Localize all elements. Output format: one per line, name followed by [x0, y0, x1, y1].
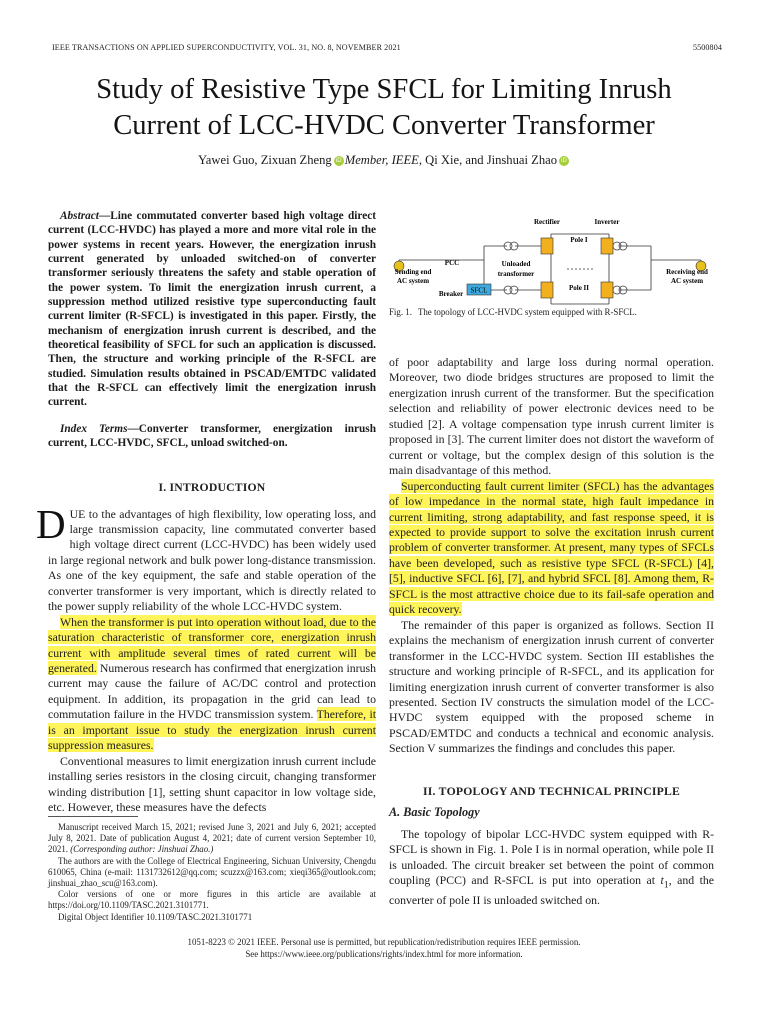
section-title-initial: T	[538, 784, 547, 798]
intro-paragraph-5	[389, 618, 714, 757]
authors-part-2: Qi Xie, and Jinshuai Zhao	[425, 153, 558, 167]
highlight-important-issue[interactable]: Therefore, it is an important issue to study the energization inrush current suppression measures.	[48, 707, 377, 753]
section-heading-introduction	[48, 481, 376, 495]
fig-label-receiving-1: Receiving end	[666, 268, 708, 276]
rectifier-pole1-icon	[541, 238, 553, 254]
left-column	[36, 209, 377, 816]
intro-paragraph-3	[48, 754, 376, 816]
title-line-2: Current of LCC-HVDC Converter Transformer	[113, 110, 655, 141]
fig-label-sending-2: AC system	[396, 277, 430, 285]
author-list	[20, 152, 748, 168]
section-title-initial: I	[169, 480, 175, 494]
intro-paragraph-3-continued	[389, 355, 714, 479]
figure-caption-text: The topology of LCC-HVDC system equipped with R-SFCL.	[417, 307, 637, 317]
highlight-inrush-generation[interactable]: When the transformer is put into operation without load, due to the saturation characteristic of transformer core, energization inrush current with amplitude several times of rated current will be generated.	[48, 614, 376, 676]
title-line-1: Study of Resistive Type SFCL for Limiting Inrush	[96, 74, 672, 105]
topology-paragraph-1	[389, 827, 714, 909]
journal-name: IEEE TRANSACTIONS ON APPLIED SUPERCONDUCTIVITY, VOL. 31, NO. 8, NOVEMBER 2021	[52, 43, 401, 52]
fig-label-pole2: Pole II	[568, 284, 590, 292]
intro-paragraph-1	[36, 500, 376, 615]
index-terms-label: Index Terms	[60, 422, 128, 435]
section-title-initial: P	[613, 784, 622, 798]
fig-label-pole1: Pole I	[570, 236, 588, 244]
fig-label-receiving-2: AC system	[670, 277, 704, 285]
section-title-rest: OPOLOGY AND	[446, 784, 539, 798]
article-number: 5500804	[692, 43, 722, 52]
section-title-rest: RINCIPLE	[621, 784, 680, 798]
highlight-sfcl-advantages[interactable]: Superconducting fault current limiter (SFCL) has the advantages of low impedance in the normal state, high fault impedance in current limiting, strong adaptability, and fast response speed, it is expected to provide support to solve the excitation inrush current problem of converter transformer. At present, many types of SFCLs have been developed, such as resistive type SFCL (R-SFCL) [4], [5], inductive SFCL [6], [7], and hybrid SFCL [8]. Among them, R-SFCL is the most attractive choice due to its fail-safe operation and quick recovery.	[389, 478, 714, 617]
inverter-pole2-icon	[601, 282, 613, 298]
paper-title	[20, 72, 748, 144]
figure-1-diagram	[389, 209, 714, 319]
rectifier-pole2-icon	[541, 282, 553, 298]
fig-label-pcc: PCC	[444, 259, 460, 267]
orcid-icon[interactable]: iD	[334, 156, 344, 166]
footnote-manuscript	[48, 822, 376, 856]
fig-label-breaker: Breaker	[438, 290, 464, 298]
footnote-affiliation: The authors are with the College of Electrical Engineering, Sichuan University, Chengdu 610065, China (e-mail: 1131732612@qq.com; scuzzx@163.com; xieqi365@outlook.com; jinshuai_zhao_scu@163.com).	[48, 855, 376, 889]
footnote-color-versions: Color versions of one or more figures in this article are available at https://doi.org/10.1109/TASC.2021.3101771.	[48, 889, 376, 911]
footnote-divider	[48, 816, 138, 817]
drop-cap: D	[36, 500, 66, 547]
fig-label-transformer: transformer	[497, 270, 535, 278]
figure-caption-label: Fig. 1.	[389, 307, 412, 317]
intro-paragraph-1-text: UE to the advantages of high flexibility, low operating loss, and large transmission capacity, line commutated converter based high voltage direct current (LCC-HVDC) has been widely used in large regional network and bulk power long-distance transmission. As one of the key equipment, the safe and stable operation of the converter transformer is very important, which is directly related to the power supply reliability of the whole LCC-HVDC system.	[48, 506, 376, 614]
figure-1-caption	[389, 307, 714, 318]
time-variable: t	[660, 873, 664, 888]
fig-label-sending-1: Sending end	[394, 268, 432, 276]
inverter-pole1-icon	[601, 238, 613, 254]
abstract-label: Abstract	[60, 210, 99, 222]
intro-paragraph-2	[48, 615, 376, 754]
subsection-label: A.	[389, 804, 401, 819]
subsection-title: Basic Topology	[403, 804, 480, 819]
fig-label-sfcl: SFCL	[470, 286, 488, 295]
right-column	[389, 355, 714, 908]
abstract-text: —Line commutated converter based high voltage direct current (LCC-HVDC) has played a more and more vital role in the power systems in recent years. However, the energization inrush current generated by unloaded switched-on of converter transformer seriously threatens the safety and stable operation of the power system. To limit the energization inrush current, a suppression method utilized resistive type superconducting fault current limiter (R-SFCL) is investigated in this paper. Firstly, the mechanism of energization inrush current is described, and the theoretical feasibility of SFCL for such an application is discussed. Then, the structure and working principle of the R-SFCL are studied. Simulation results obtained in PSCAD/EMTDC validated that the R-SFCL can effectively limit the energization inrush current.	[48, 210, 376, 409]
corresponding-author-note: (Corresponding author: Jinshuai Zhao.)	[70, 844, 214, 855]
section-heading-topology	[389, 785, 714, 799]
intro-paragraph-4	[389, 479, 714, 618]
intro-paragraph-5-text: The remainder of this paper is organized as follows. Section II explains the mechanism of energization inrush current of converter transformer in the LCC-HVDC system. Section III establishes the structure and working principle of R-SFCL, and its application for limiting energization inrush current of converter transformer is also presented. Section IV constructs the simulation model of the LCC-HVDC system equipped with the proposed scheme in PSCAD/EMTDC and conducts a technical and economic analysis. Section V summarizes the findings and concludes this paper.	[389, 617, 714, 756]
author-membership: Member, IEEE,	[344, 153, 422, 167]
intro-paragraph-3-cont-text: of poor adaptability and large loss during normal operation. Moreover, two diode bridges structures are proposed to limit the energization inrush current of the transformer. But the specification selection and reliability of power electronic devices need to be studied [2]. A voltage compensation type inrush current limiter is proposed in [3]. The current limiter does not distort the waveform of current or voltage, but the complex design of this solution is the main disadvantage of this method.	[389, 355, 714, 478]
intro-paragraph-3-text: Conventional measures to limit energization inrush current include installing series resistors in the closing circuit, changing transformer winding distribution [1], setting shunt capacitor in low voltage side, etc. However, these measures have the defects	[48, 753, 376, 815]
subsection-heading-basic-topology	[389, 805, 714, 819]
running-head	[52, 43, 722, 55]
fig-label-inverter: Inverter	[594, 218, 620, 226]
abstract	[48, 209, 376, 410]
index-terms	[48, 422, 376, 451]
copyright-notice	[20, 937, 748, 960]
footnotes	[48, 822, 376, 923]
section-numeral: I.	[158, 480, 167, 494]
fig-label-rectifier: Rectifier	[533, 218, 561, 226]
authors-part-1: Yawei Guo, Zixuan Zheng	[197, 153, 332, 167]
fig-label-unloaded: Unloaded	[501, 260, 531, 268]
footnote-doi: Digital Object Identifier 10.1109/TASC.2021.3101771	[58, 911, 253, 922]
footnote-manuscript-text: Manuscript received March 15, 2021; revised June 3, 2021 and July 6, 2021; accepted July 8, 2021. Date of publication August 4, 2021; date of current version September 10, 2021.	[48, 822, 376, 855]
orcid-icon[interactable]: iD	[559, 156, 569, 166]
topology-paragraph-text: The topology of bipolar LCC-HVDC system equipped with R-SFCL is shown in Fig. 1. Pole I is in normal operation, while pole II is unloaded. The circuit breaker set between the point of common coupling (PCC) and R-SFCL is put into operation at	[389, 826, 714, 888]
section-title-initial: T	[438, 784, 447, 798]
time-subscript: 1	[663, 879, 669, 891]
copyright-line-1: 1051-8223 © 2021 IEEE. Personal use is permitted, but republication/redistribution requires IEEE permission.	[187, 937, 581, 947]
copyright-line-2: See https://www.ieee.org/publications/rights/index.html for more information.	[245, 948, 523, 959]
section-title-rest: NTRODUCTION	[174, 480, 266, 494]
section-title-rest: ECHNICAL	[546, 784, 614, 798]
index-terms-text: —Converter transformer, energization inrush current, LCC-HVDC, SFCL, unload switched-on.	[48, 422, 376, 450]
section-numeral: II.	[423, 784, 436, 798]
intro-paragraph-2-text: Numerous research has confirmed that energization inrush current may cause the failure of AC/DC control and protection equipment. In addition, its propagation in the grid can lead to commutation failure in the HVDC transmission system.	[48, 661, 376, 722]
topology-paragraph-text-end: , and the converter of pole II is unloaded switched on.	[389, 873, 714, 907]
